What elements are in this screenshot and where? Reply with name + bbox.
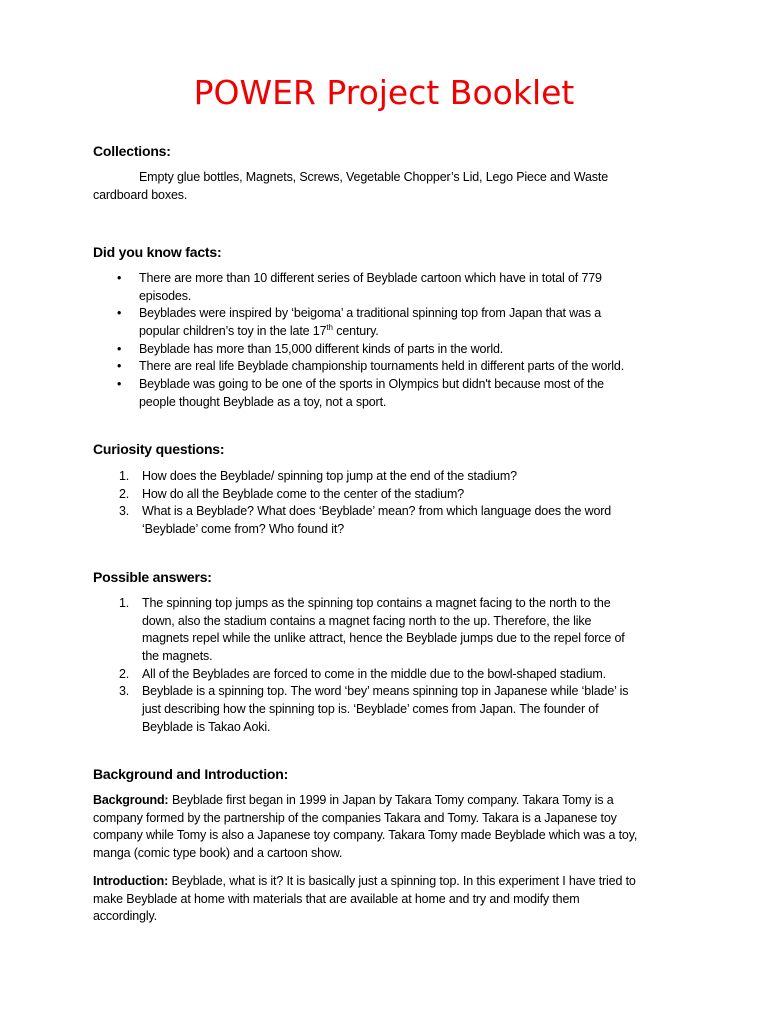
list-item-line: the magnets. [142, 649, 213, 664]
list-item-line: ‘Beyblade’ come from? Who found it? [142, 522, 345, 537]
paragraph-line [93, 873, 753, 891]
list-item-line: How do all the Beyblade come to the center of the stadium? [142, 486, 465, 501]
list-number: 2. [119, 486, 130, 501]
paragraph-line: company while Tomy is also a Japanese toy company. Takara Tomy made Beyblade which was a toy, [93, 828, 638, 843]
superscript-ordinal: th [326, 322, 333, 332]
numbered-item [93, 595, 753, 666]
bullet-marker: • [117, 341, 122, 356]
heading-possible-answers: Possible answers: [93, 569, 212, 585]
list-item-line: The spinning top jumps as the spinning top contains a magnet facing to the north to the [142, 596, 611, 610]
list-number: 3. [119, 684, 130, 699]
numbered-item [93, 503, 753, 538]
list-item-line: down, also the stadium contains a magnet facing north to the up. Therefore, the like [142, 613, 592, 628]
list-item-line: magnets repel while the unlike attract, hence the Beyblade jumps due to the repel force of [142, 631, 625, 646]
list-item-line: Beyblade is a spinning top. The word ‘bey’ means spinning top in Japanese while ‘blade’ is [142, 684, 629, 699]
numbered-item [93, 468, 753, 486]
bullet-item [93, 341, 753, 359]
list-item-line: There are more than 10 different series of Beyblade cartoon which have in total of 779 [139, 271, 602, 285]
line-text: century. [336, 324, 379, 339]
bullet-item [93, 305, 753, 340]
list-item-line: people thought Beyblade as a toy, not a sport. [139, 394, 387, 409]
numbered-item [93, 486, 753, 504]
list-item-line: There are real life Beyblade championship tournaments held in different parts of the world. [139, 359, 625, 374]
line-text: Beyblade first began in 1999 in Japan by Takara Tomy company. Takara Tomy is a [171, 793, 614, 807]
paragraph-line [93, 792, 753, 810]
paragraph-line: cardboard boxes. [93, 187, 188, 202]
line-text: popular children’s toy in the late 17 [139, 324, 327, 339]
list-item-line: Beyblade has more than 15,000 different kinds of parts in the world. [139, 341, 504, 356]
list-number: 2. [119, 666, 130, 681]
background-paragraph [93, 792, 753, 863]
bullet-marker: • [117, 306, 122, 321]
heading-collections: Collections: [93, 143, 171, 159]
list-item-line [139, 323, 753, 341]
numbered-item [93, 666, 753, 684]
bullet-marker: • [117, 377, 122, 392]
paragraph-line: make Beyblade at home with materials that are available at home and try and modify them [93, 891, 580, 906]
list-item-line: All of the Beyblades are forced to come in the middle due to the bowl-shaped stadium. [142, 666, 606, 681]
bullet-item [93, 376, 753, 411]
list-item-line: just describing how the spinning top is. ‘Beyblade’ comes from Japan. The founder of [142, 702, 599, 717]
heading-curiosity-questions: Curiosity questions: [93, 441, 225, 457]
paragraph-line: accordingly. [93, 909, 157, 924]
introduction-paragraph [93, 873, 753, 926]
numbered-item [93, 683, 753, 736]
list-item-line: What is a Beyblade? What does ‘Beyblade’ mean? from which language does the word [142, 504, 612, 519]
list-item-line: Beyblades were inspired by ‘beigoma’ a traditional spinning top from Japan that was a [139, 306, 602, 321]
bullet-marker: • [117, 271, 122, 285]
list-number: 1. [119, 596, 130, 610]
bullet-item [93, 358, 753, 376]
page-title: POWER Project Booklet [193, 73, 575, 112]
collections-paragraph [93, 169, 753, 204]
list-number: 3. [119, 504, 130, 519]
list-item-line: Beyblade was going to be one of the sports in Olympics but didn't because most of the [139, 377, 604, 392]
answers-numbered-list [93, 595, 753, 737]
bullet-item [93, 270, 753, 305]
paragraph-line: company formed by the partnership of the companies Takara and Tomy. Takara is a Japanese toy [93, 810, 617, 825]
list-item-line: Beyblade is Takao Aoki. [142, 719, 271, 734]
list-item-line: episodes. [139, 288, 192, 303]
curiosity-numbered-list [93, 468, 753, 539]
list-item-line: How does the Beyblade/ spinning top jump at the end of the stadium? [142, 469, 517, 483]
line-text: Beyblade, what is it? It is basically just a spinning top. In this experiment I have tried to [171, 874, 636, 888]
list-number: 1. [119, 469, 130, 483]
introduction-label: Introduction: [93, 874, 169, 888]
bullet-marker: • [117, 359, 122, 374]
heading-facts: Did you know facts: [93, 244, 222, 260]
paragraph-line: manga (comic type book) and a cartoon show. [93, 846, 343, 861]
heading-background-introduction: Background and Introduction: [93, 766, 289, 782]
facts-bullet-list [93, 270, 753, 412]
background-label: Background: [93, 793, 169, 807]
paragraph-line: Empty glue bottles, Magnets, Screws, Vegetable Chopper’s Lid, Lego Piece and Waste [139, 170, 608, 184]
